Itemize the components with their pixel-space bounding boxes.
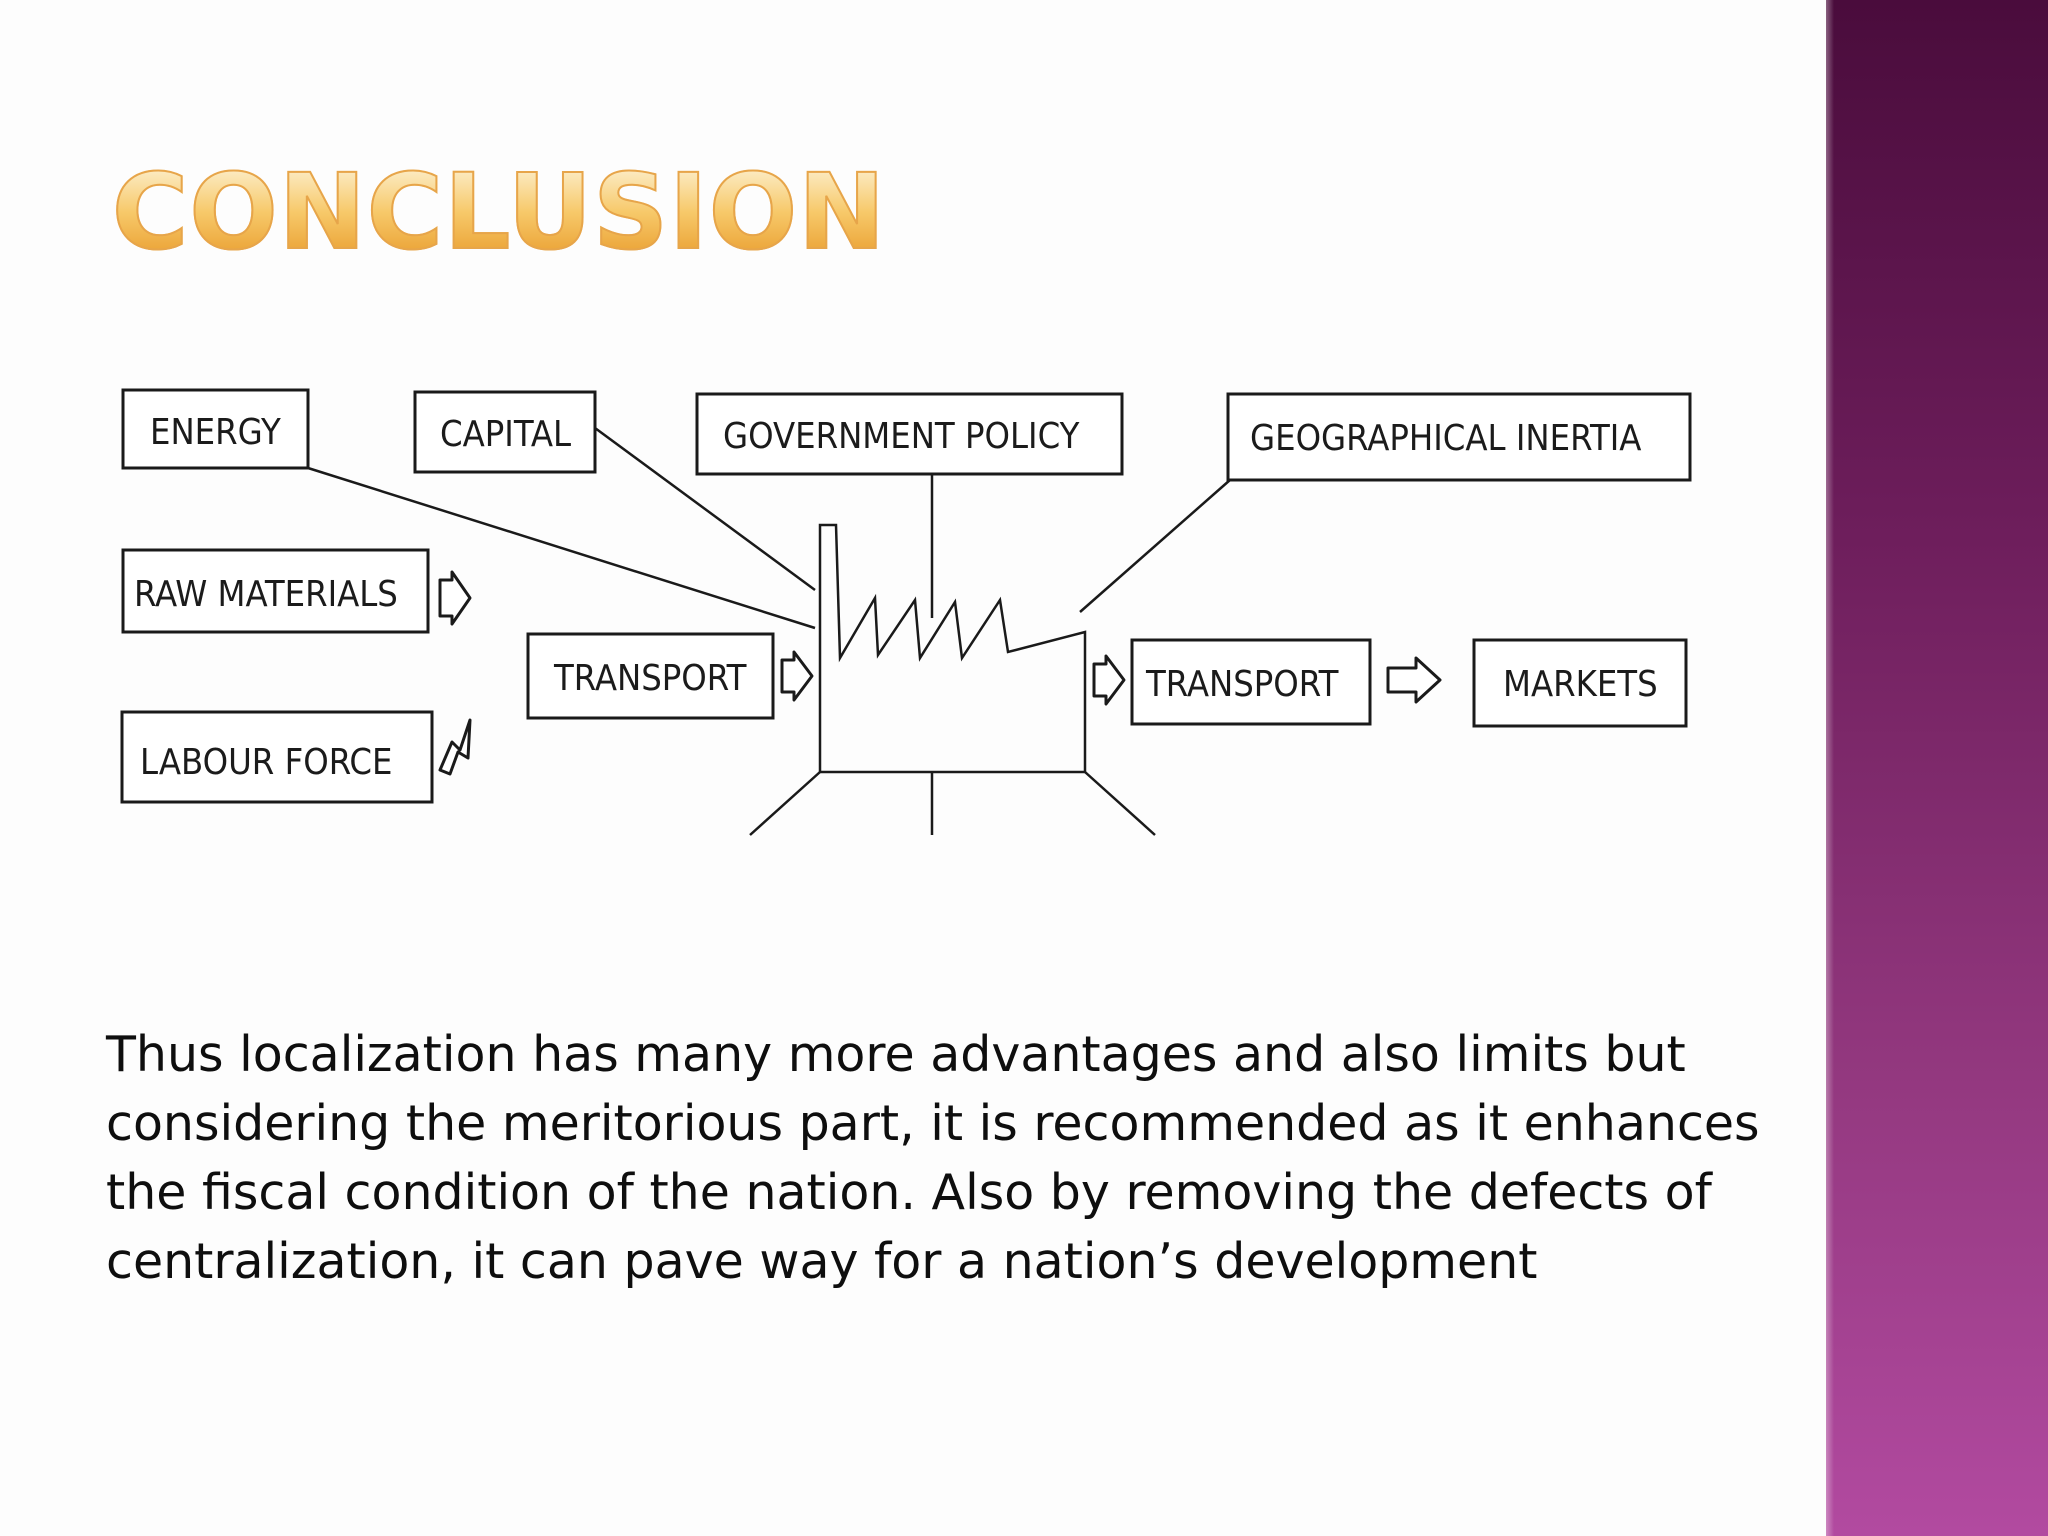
geographical-inertia-label: GEOGRAPHICAL INERTIA <box>1250 418 1642 459</box>
government-policy-label: GOVERNMENT POLICY <box>723 416 1080 457</box>
transport-in-arrow-icon <box>782 652 812 700</box>
labour-force-arrow-icon <box>440 720 470 774</box>
transport-out-arrow-icon <box>1094 656 1124 704</box>
raw-materials-label: RAW MATERIALS <box>134 574 398 615</box>
energy-label: ENERGY <box>150 412 281 453</box>
slide-title: CONCLUSION <box>112 151 887 273</box>
labour-force-label: LABOUR FORCE <box>140 742 393 783</box>
raw-materials-arrow-icon <box>440 572 470 624</box>
markets-label: MARKETS <box>1503 664 1658 705</box>
factory-right-leg <box>1085 772 1155 835</box>
markets-arrow-icon <box>1388 658 1440 702</box>
capital-label: CAPITAL <box>440 414 572 455</box>
factory-outline <box>820 525 1085 772</box>
transport-out-label: TRANSPORT <box>1146 664 1339 705</box>
decorative-side-band <box>1826 0 2048 1536</box>
factory-left-leg <box>750 772 820 835</box>
conclusion-paragraph: Thus localization has many more advantages and also limits but considering the meritorious part, it is recommended as it enhances the fiscal condition of the nation. Also by removing the defects of centralization, it can pave way for a nation’s development <box>106 1026 1760 1290</box>
industry-location-factors-diagram <box>110 350 1710 850</box>
geographical-inertia-connector <box>1080 480 1230 612</box>
transport-in-label: TRANSPORT <box>554 658 747 699</box>
